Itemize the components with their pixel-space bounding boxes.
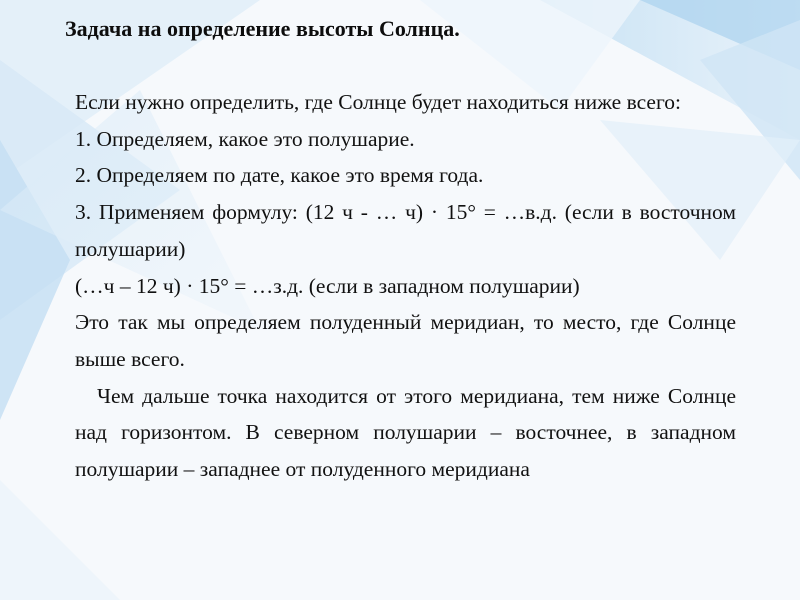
step-3-formula-east: 3. Применяем формулу: (12 ч - … ч) · 15° = …в.д. (если в восточном полушарии)	[75, 200, 736, 261]
step-1: 1. Определяем, какое это полушарие.	[75, 126, 415, 151]
slide-body	[75, 84, 736, 488]
slide-title: Задача на определение высоты Солнца.	[65, 16, 460, 41]
paragraph-intro: Если нужно определить, где Солнце будет находиться ниже всего:	[75, 90, 681, 114]
paragraph-explanation: Чем дальше точка находится от этого меридиана, тем ниже Солнце над горизонтом. В северном полушарии – восточнее, в западном полушарии – западнее от полуденного меридиана	[75, 383, 736, 482]
step-2: 2. Определяем по дате, какое это время года.	[75, 163, 484, 188]
formula-west: (…ч – 12 ч) · 15° = …з.д. (если в западном полушарии)	[75, 273, 580, 298]
paragraph-meridian: Это так мы определяем полуденный меридиан, то место, где Солнце выше всего.	[75, 310, 736, 371]
